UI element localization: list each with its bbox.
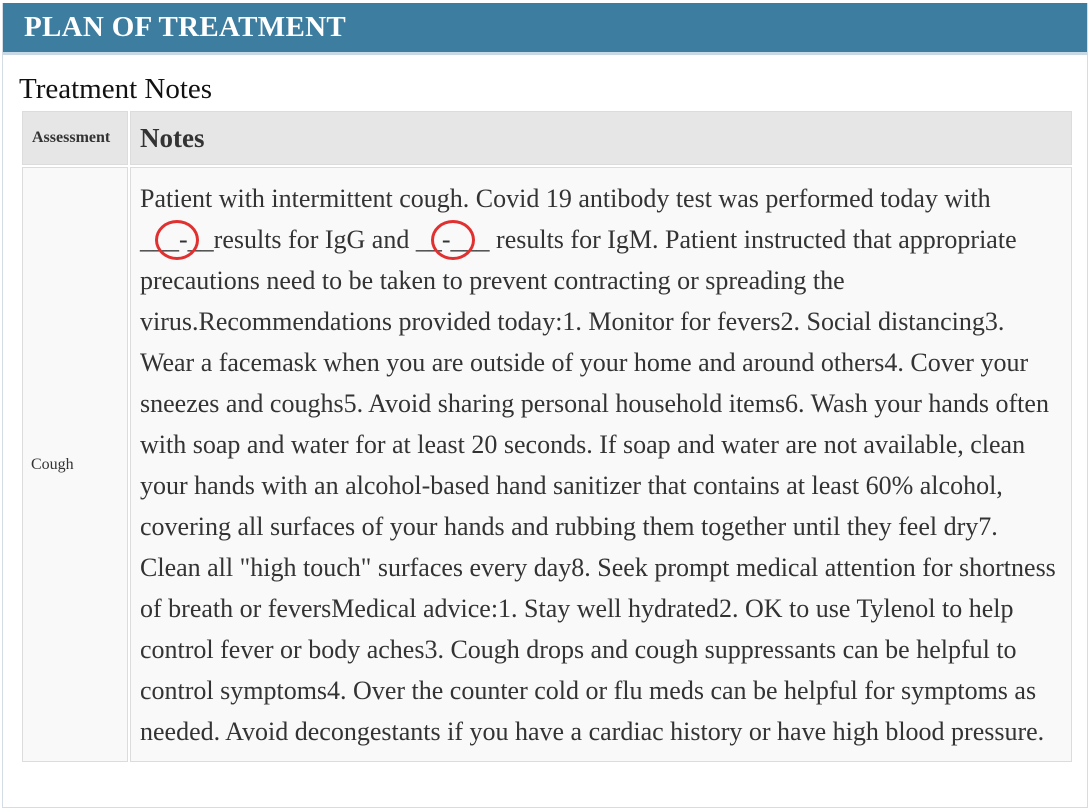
table-header-row: [22, 111, 1072, 165]
section-title: Treatment Notes: [19, 73, 213, 105]
table-row: [22, 167, 1072, 762]
notes-text-part1: Patient with intermittent cough. Covid 19 antibody test was performed today with: [140, 184, 991, 213]
panel-title: PLAN OF TREATMENT: [24, 11, 346, 43]
igg-result-text: ___-__: [140, 225, 214, 254]
igm-result-text: __-___: [415, 225, 490, 254]
column-header-notes: Notes: [130, 111, 1072, 165]
column-header-assessment: Assessment: [22, 111, 128, 165]
panel-header: [3, 3, 1087, 55]
igm-result-blank: [416, 219, 490, 260]
notes-text-part3: results for IgM. Patient instructed that appropriate precautions need to be taken to prevent contracting or spreading the virus.Recommendations provided today:1. Monitor for fevers2. Social distancing3. Wear a facemask when you are outside of your home and around others4. Cover your sneezes and coughs5. Avoid sharing personal household items6. Wash your hands often with soap and water for at least 20 seconds. If soap and water are not available, clean your hands with an alcohol-based hand sanitizer that contains at least 60% alcohol, covering all surfaces of your hands and rubbing them together until they feel dry7. Clean all "high touch" surfaces every day8. Seek prompt medical attention for shortness of breath or feversMedical advice:1. Stay well hydrated2. OK to use Tylenol to help control fever or body aches3. Cough drops and cough suppressants can be helpful to control symptoms4. Over the counter cold or flu meds can be helpful for symptoms as needed. Avoid decongestants if you have a cardiac history or have high blood pressure.: [140, 225, 1056, 746]
notes-cell: [130, 167, 1072, 762]
treatment-notes-table: [20, 109, 1074, 764]
igg-result-blank: [140, 219, 214, 260]
plan-of-treatment-panel: [2, 3, 1088, 808]
notes-text-part2: results for IgG and: [213, 225, 416, 254]
assessment-cell: Cough: [22, 167, 128, 762]
